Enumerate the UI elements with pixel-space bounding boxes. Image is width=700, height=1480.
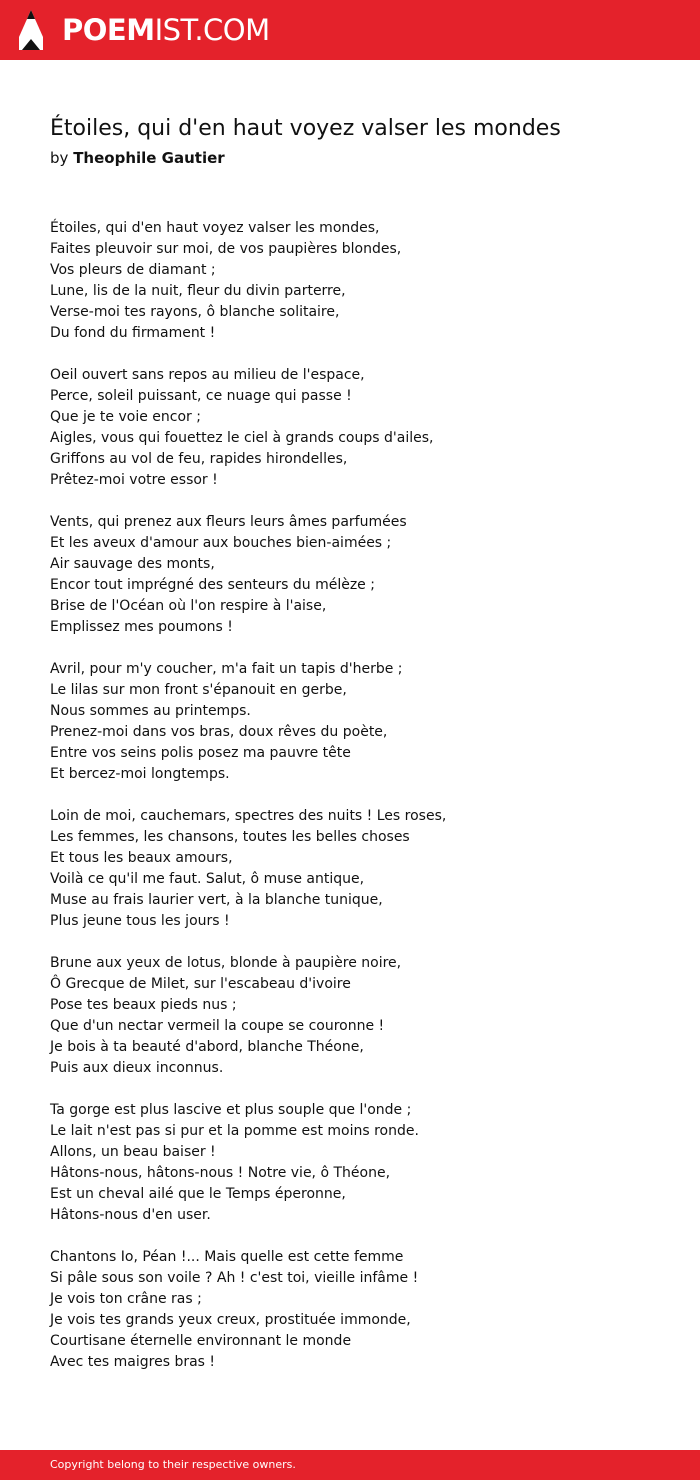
poem-line: Ta gorge est plus lascive et plus souple que l'onde ; bbox=[50, 1102, 412, 1118]
poem-line: Encor tout imprégné des senteurs du mélèze ; bbox=[50, 577, 375, 593]
stanza bbox=[50, 512, 670, 638]
stanza bbox=[50, 953, 670, 1079]
poem-line: Vents, qui prenez aux fleurs leurs âmes parfumées bbox=[50, 514, 407, 530]
stanza bbox=[50, 806, 670, 932]
site-footer bbox=[0, 1450, 700, 1480]
brand-light: IST.COM bbox=[154, 13, 270, 47]
poem-line: Hâtons-nous, hâtons-nous ! Notre vie, ô Théone, bbox=[50, 1165, 391, 1181]
poem-line: Lune, lis de la nuit, fleur du divin parterre, bbox=[50, 283, 346, 299]
site-header bbox=[0, 0, 700, 60]
poem-line: Aigles, vous qui fouettez le ciel à grands coups d'ailes, bbox=[50, 430, 434, 446]
brand-bold: POEM bbox=[62, 13, 155, 47]
poem-line: Faites pleuvoir sur moi, de vos paupières blondes, bbox=[50, 241, 402, 257]
poem-line: Entre vos seins polis posez ma pauvre tête bbox=[50, 745, 351, 761]
poem-line: Les femmes, les chansons, toutes les belles choses bbox=[50, 829, 410, 845]
poem-line: Pose tes beaux pieds nus ; bbox=[50, 997, 237, 1013]
poem-line: Je bois à ta beauté d'abord, blanche Théone, bbox=[50, 1039, 364, 1055]
poem-line: Vos pleurs de diamant ; bbox=[50, 262, 216, 278]
poem-line: Et tous les beaux amours, bbox=[50, 850, 233, 866]
poem-line: Du fond du firmament ! bbox=[50, 325, 216, 341]
poem-line: Griffons au vol de feu, rapides hirondelles, bbox=[50, 451, 348, 467]
author-name[interactable]: Theophile Gautier bbox=[73, 149, 225, 167]
poem-line: Prêtez-moi votre essor ! bbox=[50, 472, 218, 488]
poem-line: Je vois ton crâne ras ; bbox=[50, 1291, 202, 1307]
stanza bbox=[50, 218, 670, 344]
poem-line: Voilà ce qu'il me faut. Salut, ô muse antique, bbox=[50, 871, 365, 887]
poem-body bbox=[50, 218, 670, 1394]
poem-line: Brise de l'Océan où l'on respire à l'aise, bbox=[50, 598, 327, 614]
poem-line: Ô Grecque de Milet, sur l'escabeau d'ivoire bbox=[50, 976, 351, 992]
byline bbox=[50, 149, 225, 167]
stanza bbox=[50, 1247, 670, 1373]
poem-line: Étoiles, qui d'en haut voyez valser les mondes, bbox=[50, 220, 380, 236]
poem-line: Le lilas sur mon front s'épanouit en gerbe, bbox=[50, 682, 347, 698]
site-logo-text[interactable] bbox=[62, 10, 270, 50]
poem-line: Muse au frais laurier vert, à la blanche tunique, bbox=[50, 892, 383, 908]
poem-line: Courtisane éternelle environnant le monde bbox=[50, 1333, 352, 1349]
poem-line: Puis aux dieux inconnus. bbox=[50, 1060, 224, 1076]
poem-line: Si pâle sous son voile ? Ah ! c'est toi, vieille infâme ! bbox=[50, 1270, 419, 1286]
poem-line: Emplissez mes poumons ! bbox=[50, 619, 233, 635]
poem-line: Allons, un beau baiser ! bbox=[50, 1144, 216, 1160]
poem-line: Et les aveux d'amour aux bouches bien-aimées ; bbox=[50, 535, 392, 551]
poem-line: Et bercez-moi longtemps. bbox=[50, 766, 230, 782]
poem-line: Avec tes maigres bras ! bbox=[50, 1354, 216, 1370]
poem-line: Avril, pour m'y coucher, m'a fait un tapis d'herbe ; bbox=[50, 661, 403, 677]
poem-line: Chantons Io, Péan !... Mais quelle est cette femme bbox=[50, 1249, 404, 1265]
poem-line: Que je te voie encor ; bbox=[50, 409, 201, 425]
copyright-text: Copyright belong to their respective owners. bbox=[50, 1458, 296, 1471]
by-label: by bbox=[50, 149, 69, 167]
poem-line: Brune aux yeux de lotus, blonde à paupière noire, bbox=[50, 955, 402, 971]
pencil-tip-icon[interactable] bbox=[17, 9, 45, 51]
poem-line: Verse-moi tes rayons, ô blanche solitaire, bbox=[50, 304, 340, 320]
poem-line: Est un cheval ailé que le Temps éperonne, bbox=[50, 1186, 346, 1202]
stanza bbox=[50, 365, 670, 491]
poem-line: Le lait n'est pas si pur et la pomme est moins ronde. bbox=[50, 1123, 419, 1139]
poem-line: Hâtons-nous d'en user. bbox=[50, 1207, 211, 1223]
poem-line: Perce, soleil puissant, ce nuage qui passe ! bbox=[50, 388, 352, 404]
stanza bbox=[50, 659, 670, 785]
poem-line: Oeil ouvert sans repos au milieu de l'espace, bbox=[50, 367, 365, 383]
poem-line: Que d'un nectar vermeil la coupe se couronne ! bbox=[50, 1018, 385, 1034]
stanza bbox=[50, 1100, 670, 1226]
poem-title: Étoiles, qui d'en haut voyez valser les mondes bbox=[50, 116, 561, 141]
poem-line: Loin de moi, cauchemars, spectres des nuits ! Les roses, bbox=[50, 808, 447, 824]
poem-line: Prenez-moi dans vos bras, doux rêves du poète, bbox=[50, 724, 388, 740]
poem-line: Air sauvage des monts, bbox=[50, 556, 215, 572]
poem-line: Je vois tes grands yeux creux, prostituée immonde, bbox=[50, 1312, 411, 1328]
poem-line: Plus jeune tous les jours ! bbox=[50, 913, 230, 929]
poem-line: Nous sommes au printemps. bbox=[50, 703, 251, 719]
